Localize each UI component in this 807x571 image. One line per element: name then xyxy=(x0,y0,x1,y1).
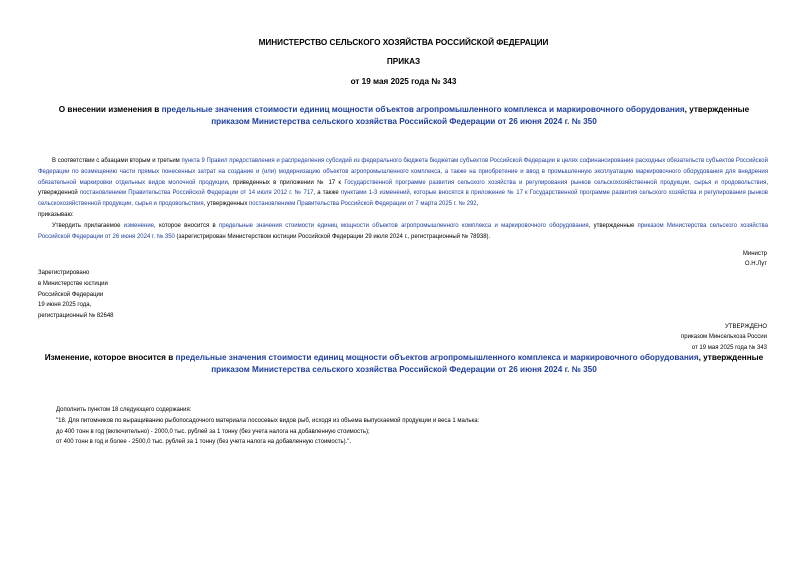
registration-line: в Министерстве юстиции xyxy=(38,280,108,287)
approved-line: от 19 мая 2025 года № 343 xyxy=(691,344,767,351)
ministry-heading: МИНИСТЕРСТВО СЕЛЬСКОГО ХОЗЯЙСТВА РОССИЙСКОЙ ФЕДЕРАЦИИ xyxy=(258,38,549,47)
order-word: приказываю: xyxy=(38,211,74,218)
title-prefix: О внесении изменения в xyxy=(58,105,162,114)
text-span: , утвержденных xyxy=(203,201,250,208)
registration-line: Зарегистрировано xyxy=(38,270,90,276)
text-span: , а также xyxy=(313,190,341,197)
doc-type-heading: ПРИКАЗ xyxy=(386,57,421,66)
link-resolution-717[interactable]: постановлением Правительства Российской Федерации от 14 июля 2012 г. № 717 xyxy=(79,190,314,197)
registration-line: регистрационный № 82648 xyxy=(38,313,114,320)
link-state-program[interactable]: Государственной программе развития сельского хозяйства и регулирования рынков сельскохозяйственной продукции, сырья и продовольствия xyxy=(344,179,767,186)
body-paragraph-2 xyxy=(38,221,768,243)
registration-line: Российской Федерации xyxy=(38,291,104,298)
amendment-line: Дополнить пунктом 18 следующего содержания: xyxy=(56,407,192,413)
link-order-350[interactable]: приказом Министерства сельского хозяйства Российской Федерации от 26 июня 2024 г. № 350 xyxy=(38,222,768,240)
amendment-line: от 400 тонн в год и более - 2500,0 тыс. рублей за 1 тонну (без учета налога на добавленную стоимость).". xyxy=(56,439,352,446)
text-span: , утвержденной xyxy=(38,179,768,197)
link-amendment[interactable]: изменение xyxy=(123,222,155,229)
link-resolution-292[interactable]: постановлением Правительства Российской Федерации от 7 марта 2025 г. № 292 xyxy=(249,201,477,208)
text-span: , приведенных в приложении № 17 к xyxy=(227,179,345,186)
amendment-line: до 400 тонн в год (включительно) - 2000,0 тыс. рублей за 1 тонну (без учета налога на добавленную стоимость); xyxy=(56,428,370,435)
order-title xyxy=(40,104,768,128)
signature-name: О.Н.Лут xyxy=(744,261,767,268)
text-span: , xyxy=(476,201,479,208)
registration-line: 19 июня 2025 года, xyxy=(38,302,92,309)
signature-block xyxy=(743,249,767,270)
approved-line: приказом Минсельхоза России xyxy=(681,334,767,341)
title-link-limits[interactable]: предельные значения стоимости единиц мощности объектов агропромышленного комплекса и маркировочного оборудования xyxy=(161,105,685,114)
text-span: , утвержденные xyxy=(588,222,638,229)
title2-link-limits[interactable]: предельные значения стоимости единиц мощности объектов агропромышленного комплекса и маркировочного оборудования xyxy=(175,353,699,362)
signature-position: Министр xyxy=(742,251,767,257)
text-span: (зарегистрирован Министерством юстиции Российской Федерации 29 июля 2024 г., регистрационный № 78938). xyxy=(174,233,491,240)
title-middle: , утвержденные xyxy=(684,105,750,114)
link-limits[interactable]: предельные значения стоимости единиц мощности объектов агропромышленного комплекса и маркировочного оборудования xyxy=(219,222,589,229)
text-span: , которое вносится в xyxy=(154,222,219,229)
approved-line: УТВЕРЖДЕНО xyxy=(724,324,767,330)
text-span: В соответствии с абзацами вторым и третьим xyxy=(52,158,182,164)
amendment-text xyxy=(56,405,479,448)
link-rules-item-9[interactable]: пункта 9 Правил предоставления и распределения субсидий из федерального бюджета бюджетам субъектов Российской Федерации в целях софинансирования расходных обязательств субъектов Российской Федерации по возмещению части прямых понесенных затрат на создание и (или) модернизацию объектов агропромышленного комплекса, а также на приобретение и ввод в промышленную эксплуатацию маркировочного оборудования для внедрения обязательной маркировки отдельных видов молочной продукции xyxy=(38,158,768,186)
title2-link-order-350[interactable]: приказом Министерства сельского хозяйства Российской Федерации от 26 июня 2024 г. № 350 xyxy=(211,365,597,374)
registration-block xyxy=(38,268,114,322)
text-span: Утвердить прилагаемое xyxy=(52,222,124,229)
title2-middle: , утвержденные xyxy=(698,353,764,362)
order-body xyxy=(38,156,768,242)
amendment-line: "18. Для питомников по выращиванию рыбопосадочного материала лососевых видов рыб, исходя из объема выпускаемой продукции и веса 1 малька: xyxy=(56,417,480,424)
approved-block xyxy=(681,322,767,353)
amendment-title xyxy=(40,352,768,376)
link-amendments-1-3[interactable]: пунктами 1-3 изменений, которые вносятся в приложение № 17 к Государственной программе развития сельского хозяйства и регулирования рынков сельскохозяйственной продукции, сырья и продовольствия xyxy=(38,190,768,208)
title-link-order-350[interactable]: приказом Министерства сельского хозяйства Российской Федерации от 26 июня 2024 г. № 350 xyxy=(211,117,597,126)
title2-prefix: Изменение, которое вносится в xyxy=(44,353,176,362)
body-paragraph-1 xyxy=(38,156,768,210)
doc-date-number: от 19 мая 2025 года № 343 xyxy=(350,77,457,86)
